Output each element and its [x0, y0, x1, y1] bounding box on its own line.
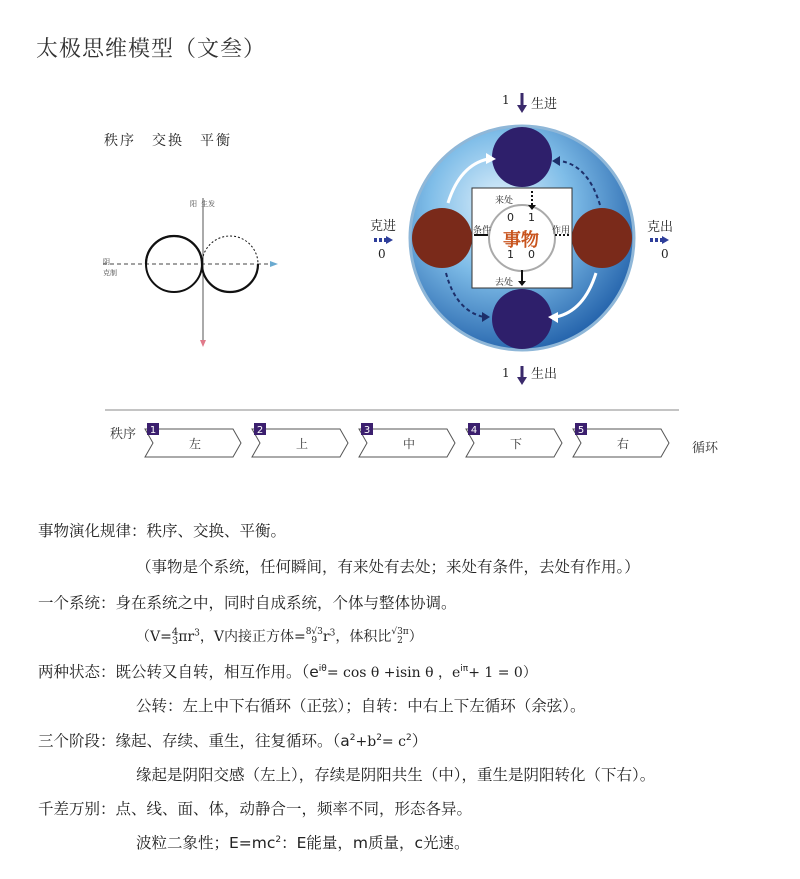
- center-thing-label: 事物: [503, 230, 539, 251]
- sequence-step-label: 右: [616, 437, 630, 451]
- right-label: 克出: [647, 220, 674, 235]
- line-10: 波粒二象性；$E=mc^2$：E能量，m质量，c光速。: [136, 834, 470, 852]
- line-6: 公转：左上中下右循环（正弦）；自转：中右上下左循环（余弦）。: [136, 697, 586, 715]
- sequence-step-label: 上: [295, 437, 309, 451]
- line-4: （V=4 $3\pi r^3$，V内接正方体=8√3 9 $r^3$，体积比√3π 2 ）: [136, 627, 423, 647]
- line-7: 三个阶段：缘起、存续、重生，往复循环。$(a^2+b^2= c^2)$: [38, 732, 428, 750]
- right-arrow-icon: [270, 261, 278, 267]
- top-arrow-icon: [517, 105, 527, 113]
- yang-label: 阳: [190, 200, 197, 208]
- sequence-step-label: 左: [188, 437, 202, 451]
- right-arrow-icon: [662, 236, 669, 244]
- sequence-step-label: 中: [402, 437, 416, 451]
- bottom-arrow-icon: [517, 377, 527, 385]
- right-disk: [572, 208, 632, 268]
- sequence-step-num: 4: [470, 425, 478, 436]
- sequence-step-num: 3: [363, 425, 371, 436]
- line-5: 两种状态：既公转又自转，相互作用。（$e^{i\theta}= \cos \theta +isin$ θ ，$e^{i\pi}+ 1 = 0$）: [38, 663, 537, 681]
- sequence-bar: [105, 405, 685, 465]
- cond-label: 条件: [473, 226, 492, 236]
- bottom-disk: [492, 289, 552, 349]
- to-label: 去处: [495, 278, 514, 288]
- effect-label: 作用: [552, 226, 571, 236]
- top-disk: [492, 127, 552, 187]
- line-2: （事物是个系统，任何瞬间，有来处有去处；来处有条件，去处有作用。）: [136, 558, 640, 576]
- page-title: 太极思维模型（文叁）: [36, 37, 267, 62]
- bottom-label: 生出: [531, 367, 558, 382]
- sequence-label: 秩序: [110, 427, 137, 442]
- digit-bl: 1: [507, 248, 514, 261]
- left-num: 0: [378, 247, 386, 261]
- left-arrow-icon: [386, 236, 393, 244]
- sequence-step-num: 5: [577, 425, 585, 436]
- line-3: 一个系统：身在系统之中，同时自成系统，个体与整体协调。: [38, 594, 457, 612]
- line-8: 缘起是阴阳交感（左上），存续是阴阳共生（中），重生是阴阳转化（下右）。: [136, 766, 656, 784]
- sequence-step-num: 2: [256, 425, 264, 436]
- line-9: 千差万别：点、线、面、体，动静合一，频率不同，形态各异。: [38, 800, 473, 818]
- sequence-step-num: 1: [149, 425, 157, 436]
- top-label: 生进: [531, 97, 558, 112]
- from-label: 来处: [495, 196, 514, 206]
- ke-zhi-label: 克制: [103, 269, 117, 277]
- sequence-step-label: 下: [509, 437, 523, 451]
- down-arrow-icon: [200, 340, 206, 347]
- left-disk: [412, 208, 472, 268]
- left-label: 克进: [370, 219, 397, 234]
- top-num: 1: [502, 93, 510, 107]
- digit-tr: 1: [528, 211, 535, 224]
- sequence-end-label: 循环: [692, 441, 719, 456]
- yin-yang-wave-diagram: [95, 190, 295, 360]
- digit-tl: 0: [507, 211, 514, 224]
- line-1: 事物演化规律：秩序、交换、平衡。: [38, 522, 287, 540]
- right-num: 0: [661, 247, 669, 261]
- yin-label: 阴: [103, 258, 110, 266]
- bottom-num: 1: [502, 366, 510, 380]
- triad-label: 秩序 交换 平衡: [104, 133, 232, 149]
- digit-br: 0: [528, 248, 535, 261]
- sheng-fa-label: 生发: [201, 200, 215, 208]
